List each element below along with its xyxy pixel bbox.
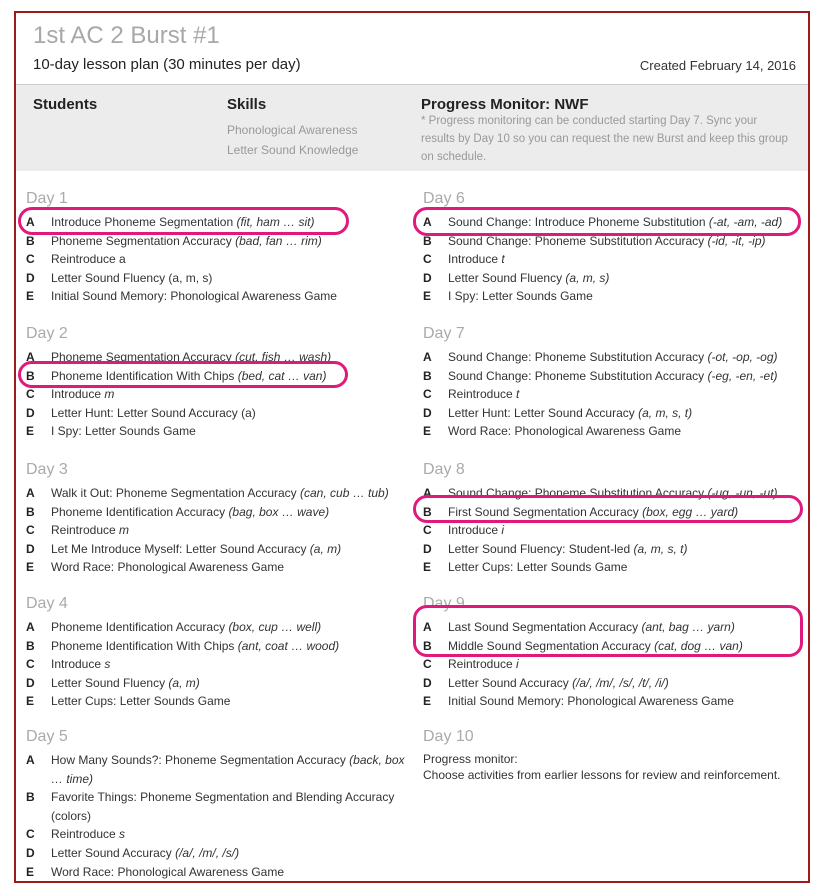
activity-title: Word Race: Phonological Awareness Game xyxy=(448,424,682,439)
activity-letter: E xyxy=(26,694,35,709)
activity-item xyxy=(26,484,406,503)
activity-title: Phoneme Segmentation Accuracy xyxy=(51,233,236,248)
activity-title: Letter Sound Accuracy xyxy=(448,675,573,690)
activity-title: Reintroduce xyxy=(51,523,120,538)
activity-item xyxy=(423,287,803,306)
activity-letter: D xyxy=(423,405,432,420)
skill: Phonological Awareness xyxy=(227,123,358,137)
activity-examples: (-ot, -op, -og) xyxy=(707,350,778,364)
activity-item xyxy=(26,422,406,441)
highlight-oval xyxy=(413,207,801,236)
activity-examples: (ant, bag … yarn) xyxy=(641,620,735,634)
activity-text xyxy=(448,674,803,693)
created-date: Created February 14, 2016 xyxy=(639,58,796,73)
activity-item xyxy=(26,674,406,693)
activity-text xyxy=(448,655,803,674)
activity-letter: A xyxy=(26,620,35,634)
activity-title: Introduce xyxy=(51,387,105,402)
activity-examples: (cut, fish … wash) xyxy=(235,350,332,364)
activity-title: Sound Change: Phoneme Substitution Accuracy xyxy=(448,368,708,383)
plan-title: 1st AC 2 Burst #1 xyxy=(33,22,220,49)
highlight-oval xyxy=(18,361,348,388)
activity-text xyxy=(51,751,406,788)
activity-title: Letter Sound Accuracy xyxy=(51,845,176,860)
activity-letter: E xyxy=(26,560,35,575)
activity-title: Reintroduce a xyxy=(51,252,126,267)
activity-title: Favorite Things: Phoneme Segmentation and Blending Accuracy (colors) xyxy=(51,790,395,823)
activity-title: Sound Change: Introduce Phoneme Substitution xyxy=(448,215,709,229)
activity-letter: C xyxy=(423,387,432,402)
day-title: Day 8 xyxy=(423,461,465,478)
activity-text xyxy=(51,692,406,711)
activity-text xyxy=(51,788,406,825)
day-title: Day 9 xyxy=(423,595,465,612)
activity-title: Reintroduce xyxy=(448,657,517,672)
activity-item xyxy=(423,385,803,404)
activity-title: Letter Sound Fluency xyxy=(51,675,169,690)
activity-text xyxy=(51,618,406,637)
activity-title: Reintroduce xyxy=(51,827,120,842)
activity-title: Word Race: Phonological Awareness Game xyxy=(51,560,285,575)
activity-item xyxy=(26,250,406,269)
day-title: Day 3 xyxy=(26,461,68,478)
activity-letter: B xyxy=(26,504,35,519)
activity-letter: C xyxy=(423,657,432,672)
highlight-oval xyxy=(413,495,803,523)
activity-title: Phoneme Identification Accuracy xyxy=(51,504,229,519)
activity-examples: (fit, ham … sit) xyxy=(236,215,315,229)
activity-letter: D xyxy=(26,270,35,285)
activity-item xyxy=(26,618,406,637)
activity-text xyxy=(51,287,406,306)
activity-letter: C xyxy=(26,657,35,672)
activity-letter: E xyxy=(26,289,35,304)
activity-letter: D xyxy=(423,541,432,556)
activity-letter: B xyxy=(26,368,35,383)
activity-text xyxy=(448,404,803,423)
activity-text xyxy=(51,825,406,844)
activity-examples: (cat, dog … van) xyxy=(654,638,743,653)
activity-title: Sound Change: Phoneme Substitution Accuracy xyxy=(448,350,708,364)
plan-subtitle: 10-day lesson plan (30 minutes per day) xyxy=(33,56,301,73)
activity-text xyxy=(448,540,803,559)
activity-letter: A xyxy=(423,486,432,500)
activity-examples: (-id, -it, -ip) xyxy=(707,233,766,248)
activity-text xyxy=(51,250,406,269)
activity-letter: C xyxy=(26,523,35,538)
activity-letter: B xyxy=(423,504,432,519)
activity-text xyxy=(51,863,406,882)
activity-title: I Spy: Letter Sounds Game xyxy=(51,424,196,439)
skill: Letter Sound Knowledge xyxy=(227,143,359,157)
activity-letter: E xyxy=(26,424,35,439)
activity-text xyxy=(51,558,406,577)
activity-text xyxy=(448,385,803,404)
day-block xyxy=(26,461,406,577)
activity-letter: D xyxy=(26,675,35,690)
activity-item xyxy=(26,404,406,423)
activity-letter: A xyxy=(26,215,35,229)
activity-item xyxy=(26,269,406,288)
activity-text xyxy=(448,367,803,386)
activity-text xyxy=(448,521,803,540)
students-label: Students xyxy=(33,96,98,113)
activity-item xyxy=(423,674,803,693)
day-block xyxy=(26,595,406,711)
activity-text xyxy=(448,269,803,288)
activity-examples: s xyxy=(104,657,111,672)
activity-title: Phoneme Identification With Chips xyxy=(51,368,238,383)
activity-letter: B xyxy=(26,790,35,805)
activity-letter: E xyxy=(26,864,35,879)
activity-letter: C xyxy=(26,387,35,402)
day-title: Day 4 xyxy=(26,595,68,612)
activity-letter: A xyxy=(423,620,432,634)
activity-text xyxy=(51,503,406,522)
activity-item xyxy=(423,269,803,288)
activity-letter: D xyxy=(423,675,432,690)
activity-examples: (ant, coat … wood) xyxy=(237,638,340,653)
activity-title: Reintroduce xyxy=(448,387,517,402)
activity-letter: A xyxy=(26,753,35,767)
activity-examples: m xyxy=(119,523,130,538)
activity-examples: (box, cup … well) xyxy=(228,620,322,634)
activity-title: Letter Sound Fluency xyxy=(448,270,566,285)
activity-item xyxy=(26,692,406,711)
day-block xyxy=(26,728,406,881)
activity-item xyxy=(26,863,406,882)
activity-letter: B xyxy=(423,638,432,653)
activity-item xyxy=(26,751,406,788)
activity-examples: (a, m, s) xyxy=(565,270,610,285)
activity-examples: (-ug, -un, -ut) xyxy=(707,486,778,500)
activity-text xyxy=(51,422,406,441)
activity-text xyxy=(448,692,803,711)
activity-examples: i xyxy=(501,523,505,538)
activity-title: How Many Sounds?: Phoneme Segmentation Accuracy xyxy=(51,753,350,767)
activity-title: Letter Hunt: Letter Sound Accuracy (a) xyxy=(51,405,256,420)
activity-title: Letter Cups: Letter Sounds Game xyxy=(448,560,628,575)
activity-examples: (-eg, -en, -et) xyxy=(707,368,778,383)
day-title: Day 6 xyxy=(423,190,465,207)
skills-label: Skills xyxy=(227,96,267,113)
activity-title: Introduce Phoneme Segmentation xyxy=(51,215,237,229)
activity-title: Phoneme Identification Accuracy xyxy=(51,620,229,634)
day-title: Day 1 xyxy=(26,190,68,207)
activity-letter: A xyxy=(26,350,35,364)
activity-letter: C xyxy=(26,252,35,267)
activity-title: Letter Sound Fluency (a, m, s) xyxy=(51,270,213,285)
activity-examples: (can, cub … tub) xyxy=(300,486,389,500)
activity-title: First Sound Segmentation Accuracy xyxy=(448,504,643,519)
activity-title: Introduce xyxy=(51,657,105,672)
activity-title: I Spy: Letter Sounds Game xyxy=(448,289,593,304)
activity-title: Sound Change: Phoneme Substitution Accuracy xyxy=(448,486,708,500)
activity-letter: D xyxy=(26,845,35,860)
activity-examples: (a, m, s, t) xyxy=(638,405,693,420)
activity-examples: (box, egg … yard) xyxy=(642,504,739,519)
activity-text xyxy=(448,287,803,306)
activity-title: Initial Sound Memory: Phonological Awareness Game xyxy=(51,289,337,304)
activity-text xyxy=(51,655,406,674)
progress-monitor-label: Progress Monitor: NWF xyxy=(421,96,589,113)
activity-examples: (-at, -am, -ad) xyxy=(708,215,783,229)
activity-item xyxy=(423,422,803,441)
activity-title: Initial Sound Memory: Phonological Awareness Game xyxy=(448,694,734,709)
activity-item xyxy=(423,558,803,577)
activity-letter: A xyxy=(26,486,35,500)
activity-item xyxy=(26,540,406,559)
activity-text xyxy=(51,484,406,503)
activity-title: Introduce xyxy=(448,523,502,538)
activity-item xyxy=(423,692,803,711)
activity-title: Walk it Out: Phoneme Segmentation Accuracy xyxy=(51,486,301,500)
activity-item xyxy=(26,503,406,522)
activity-letter: A xyxy=(423,350,432,364)
day-title: Day 5 xyxy=(26,728,68,745)
activity-item xyxy=(423,250,803,269)
activity-letter: D xyxy=(26,405,35,420)
day-block xyxy=(423,728,803,783)
activity-title: Letter Hunt: Letter Sound Accuracy xyxy=(448,405,639,420)
activity-letter: B xyxy=(26,233,35,248)
activity-item xyxy=(423,655,803,674)
activity-item xyxy=(26,521,406,540)
activity-examples: (a, m) xyxy=(168,675,200,690)
activity-item xyxy=(423,367,803,386)
activity-letter: B xyxy=(423,233,432,248)
day-title: Day 7 xyxy=(423,325,465,342)
activity-examples: (bed, cat … van) xyxy=(237,368,327,383)
activity-text xyxy=(51,637,406,656)
activity-item xyxy=(423,540,803,559)
activity-examples: i xyxy=(516,657,519,672)
activity-title: Phoneme Segmentation Accuracy xyxy=(51,350,236,364)
activity-examples: (bag, box … wave) xyxy=(228,504,330,519)
activity-title: Let Me Introduce Myself: Letter Sound Accuracy xyxy=(51,541,310,556)
day-title: Day 10 xyxy=(423,728,474,745)
day-title: Day 2 xyxy=(26,325,68,342)
activity-examples: t xyxy=(516,387,520,402)
activity-text xyxy=(448,422,803,441)
activity-item xyxy=(26,844,406,863)
activity-letter: E xyxy=(423,694,432,709)
activity-letter: A xyxy=(423,215,432,229)
activity-examples: (a, m) xyxy=(309,541,342,556)
activity-examples: (/a/, /m/, /s/) xyxy=(175,845,240,860)
activity-text xyxy=(51,674,406,693)
activity-text xyxy=(448,250,803,269)
activity-letter: C xyxy=(423,252,432,267)
activity-title: Phoneme Identification With Chips xyxy=(51,638,238,653)
progress-monitor-note: * Progress monitoring can be conducted starting Day 7. Sync your results by Day 10 so you can request the new Burst and keep this group on schedule. xyxy=(421,115,788,163)
activity-examples: s xyxy=(119,827,126,842)
activity-text xyxy=(51,404,406,423)
day-note: Progress monitor: xyxy=(423,752,518,766)
activity-text xyxy=(51,540,406,559)
activity-text xyxy=(448,558,803,577)
activity-letter: E xyxy=(423,289,432,304)
activity-letter: D xyxy=(423,270,432,285)
activity-letter: C xyxy=(26,827,35,842)
highlight-oval xyxy=(413,605,803,657)
activity-examples: (a, m, s, t) xyxy=(633,541,688,556)
activity-item xyxy=(423,348,803,367)
activity-text xyxy=(51,521,406,540)
activity-item xyxy=(26,558,406,577)
activity-letter: E xyxy=(423,424,432,439)
activity-item xyxy=(423,521,803,540)
activity-examples: m xyxy=(104,387,115,402)
activity-text xyxy=(51,269,406,288)
activity-title: Last Sound Segmentation Accuracy xyxy=(448,620,642,634)
activity-letter: B xyxy=(423,368,432,383)
activity-examples: (/a/, /m/, /s/, /t/, /i/) xyxy=(572,675,669,690)
activity-item xyxy=(26,637,406,656)
activity-title: Word Race: Phonological Awareness Game xyxy=(51,864,285,879)
activity-letter: D xyxy=(26,541,35,556)
activity-item xyxy=(26,825,406,844)
activity-title: Letter Cups: Letter Sounds Game xyxy=(51,694,231,709)
activity-title: Middle Sound Segmentation Accuracy xyxy=(448,638,655,653)
activity-title: Introduce xyxy=(448,252,502,267)
activity-examples: t xyxy=(501,252,505,267)
activity-letter: B xyxy=(26,638,35,653)
activity-examples: (bad, fan … rim) xyxy=(235,233,322,248)
activity-item xyxy=(26,287,406,306)
activity-text xyxy=(448,348,803,367)
highlight-oval xyxy=(18,207,349,235)
activity-letter: C xyxy=(423,523,432,538)
day-note: Choose activities from earlier lessons for review and reinforcement. xyxy=(423,768,781,782)
activity-letter: E xyxy=(423,560,432,575)
activity-item xyxy=(423,404,803,423)
activity-text xyxy=(51,844,406,863)
activity-title: Sound Change: Phoneme Substitution Accuracy xyxy=(448,233,708,248)
activity-examples: (back, box … time) xyxy=(51,753,405,786)
activity-title: Letter Sound Fluency: Student-led xyxy=(448,541,634,556)
day-block xyxy=(423,325,803,441)
skills-list xyxy=(227,120,358,160)
activity-item xyxy=(26,788,406,825)
activity-item xyxy=(26,655,406,674)
